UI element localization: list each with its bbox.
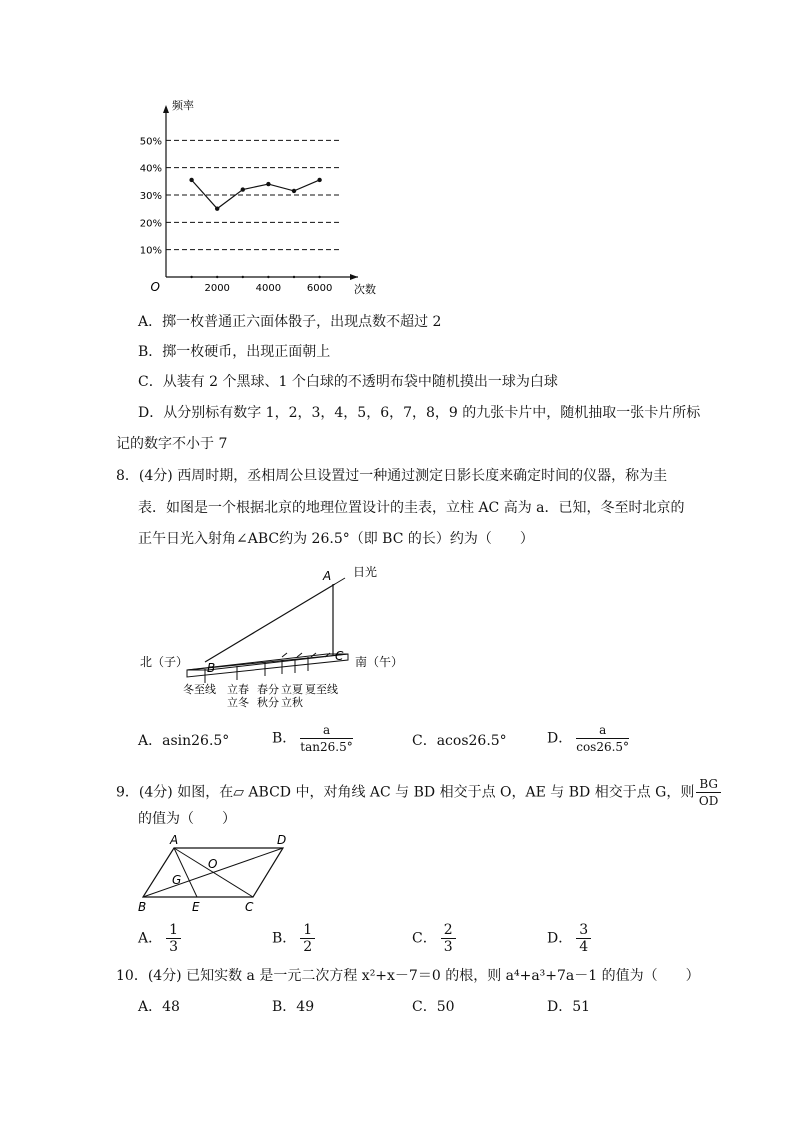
option-fraction (166, 922, 181, 955)
x-tick-mark (242, 276, 244, 278)
fraction-numerator: 1 (300, 922, 315, 939)
north-label: 北（子） (140, 655, 189, 669)
y-axis-label: 频率 (172, 99, 194, 112)
q8-option-b (272, 722, 353, 755)
fraction-denominator: 2 (303, 939, 313, 955)
q7-option-d-line2: 记的数字不小于 7 (116, 436, 228, 452)
x-tick-mark (216, 276, 218, 278)
data-point (292, 189, 296, 193)
option-fraction (576, 922, 591, 955)
q7-option-a: A．掷一枚普通正六面体骰子，出现点数不超过 2 (138, 314, 442, 330)
x-axis-arrow (350, 274, 358, 280)
q8-option-a: A．asin26.5° (138, 733, 230, 749)
y-tick-label: 50% (139, 136, 162, 148)
fraction-denominator: cos26.5° (576, 740, 630, 754)
point-c-label: C (245, 900, 254, 914)
x-tick-label: 2000 (204, 283, 230, 294)
q10-stem: 10．(4分) 已知实数 a 是一元二次方程 x²+x－7＝0 的根，则 a⁴+a³+7a－1 的值为（ ） (116, 968, 700, 984)
q7-option-d-line1: D．从分别标有数字 1，2，3，4，5，6，7，8，9 的九张卡片中，随机抽取一张卡片所标 (138, 405, 701, 421)
q10-option-c: C．50 (412, 999, 455, 1015)
fraction-denominator: 3 (169, 939, 179, 955)
data-point (215, 206, 219, 210)
fraction-denominator: tan26.5° (300, 740, 353, 754)
x-tick-label: 6000 (306, 283, 333, 294)
chunfen-label: 春分 (257, 683, 279, 696)
q10-option-d: D．51 (547, 999, 591, 1015)
q7-option-b: B．掷一枚硬币，出现正面朝上 (138, 344, 331, 360)
sunlight-label: 日光 (353, 565, 378, 579)
fraction-denominator: 3 (443, 939, 453, 955)
point-a-label: A (170, 833, 179, 847)
data-point (241, 187, 245, 191)
point-a-label: A (323, 569, 332, 583)
fraction-numerator: 1 (166, 922, 181, 939)
data-point (317, 178, 321, 182)
q8-option-d (547, 722, 629, 755)
x-tick-mark (293, 276, 295, 278)
option-label: D． (547, 930, 573, 947)
y-tick-label: 30% (139, 191, 162, 202)
point-e-label: E (192, 900, 200, 914)
q8-option-c: C．acos26.5° (412, 733, 507, 749)
lichun-label: 立春 (227, 683, 249, 696)
fraction-denominator: 4 (579, 939, 589, 955)
q7-option-c: C．从装有 2 个黑球、1 个白球的不透明布袋中随机摸出一球为白球 (138, 374, 558, 390)
q8-option-b-fraction (300, 722, 352, 755)
lidong-label: 立冬 (227, 696, 249, 709)
y-axis-arrow (163, 105, 169, 113)
option-fraction (441, 922, 456, 955)
lixia-label: 立夏 (281, 683, 303, 696)
fraction-numerator: 3 (576, 922, 591, 939)
q8-option-d-label: D． (547, 730, 573, 747)
point-o-label: O (208, 857, 218, 871)
fraction-numerator: a (300, 722, 352, 739)
x-tick-mark (190, 276, 192, 278)
q10-option-a: A．48 (138, 999, 180, 1015)
q9-option-d (547, 922, 591, 955)
point-d-label: D (277, 833, 287, 847)
q8-option-b-label: B． (272, 730, 297, 747)
winter-solstice-label: 冬至线 (183, 683, 216, 696)
x-tick-label: 4000 (255, 283, 282, 294)
q9-option-c (412, 922, 456, 955)
liqiu-label: 立秋 (281, 696, 303, 709)
option-fraction (300, 922, 315, 955)
q10-option-b: B．49 (272, 999, 315, 1015)
point-b-label: B (207, 661, 216, 675)
qiufen-label: 秋分 (257, 696, 279, 709)
origin-label: O (150, 280, 160, 294)
option-label: B． (272, 930, 297, 947)
frequency-line-chart (130, 95, 390, 305)
y-tick-label: 40% (139, 163, 162, 175)
q8-stem-line1: 8．(4分) 西周时期，丞相周公旦设置过一种通过测定日影长度来确定时间的仪器，称为圭 (116, 468, 668, 484)
data-point (266, 182, 270, 186)
q9-option-a (138, 922, 181, 955)
x-tick-mark (267, 276, 269, 278)
q9-fraction (696, 776, 721, 809)
fraction-numerator: BG (696, 776, 721, 793)
option-label: C． (412, 930, 437, 947)
point-g-label: G (172, 873, 182, 887)
q9-stem-line2: 的值为（ ） (138, 811, 236, 827)
q9-stem-text: 9．(4分) 如图，在▱ ABCD 中，对角线 AC 与 BD 相交于点 O，AE 与 BD 相交于点 G，则 (116, 784, 695, 801)
option-label: A． (138, 930, 163, 947)
x-axis-label: 次数 (354, 283, 376, 296)
fraction-numerator: 2 (441, 922, 456, 939)
fraction-numerator: a (576, 722, 629, 739)
q9-option-b (272, 922, 315, 955)
point-b-label: B (138, 900, 147, 914)
summer-solstice-label: 夏至线 (305, 683, 338, 696)
fraction-denominator: OD (698, 794, 719, 808)
q8-stem-line2: 表．如图是一个根据北京的地理位置设计的圭表，立柱 AC 高为 a．已知，冬至时北京的 (138, 500, 685, 516)
parallelogram-figure (135, 832, 295, 917)
q8-stem-line3: 正午日光入射角∠ABC约为 26.5°（即 BC 的长）约为（ ） (138, 531, 534, 547)
series-line (192, 180, 320, 209)
y-tick-label: 10% (139, 245, 162, 257)
south-label: 南（午） (355, 655, 404, 669)
x-tick-mark (318, 276, 320, 278)
guibiao-figure (135, 562, 415, 717)
q8-option-d-fraction (576, 722, 629, 755)
point-c-label: C (335, 649, 344, 663)
y-tick-label: 20% (139, 218, 162, 230)
q9-stem-line1 (116, 776, 721, 809)
data-point (189, 178, 193, 182)
